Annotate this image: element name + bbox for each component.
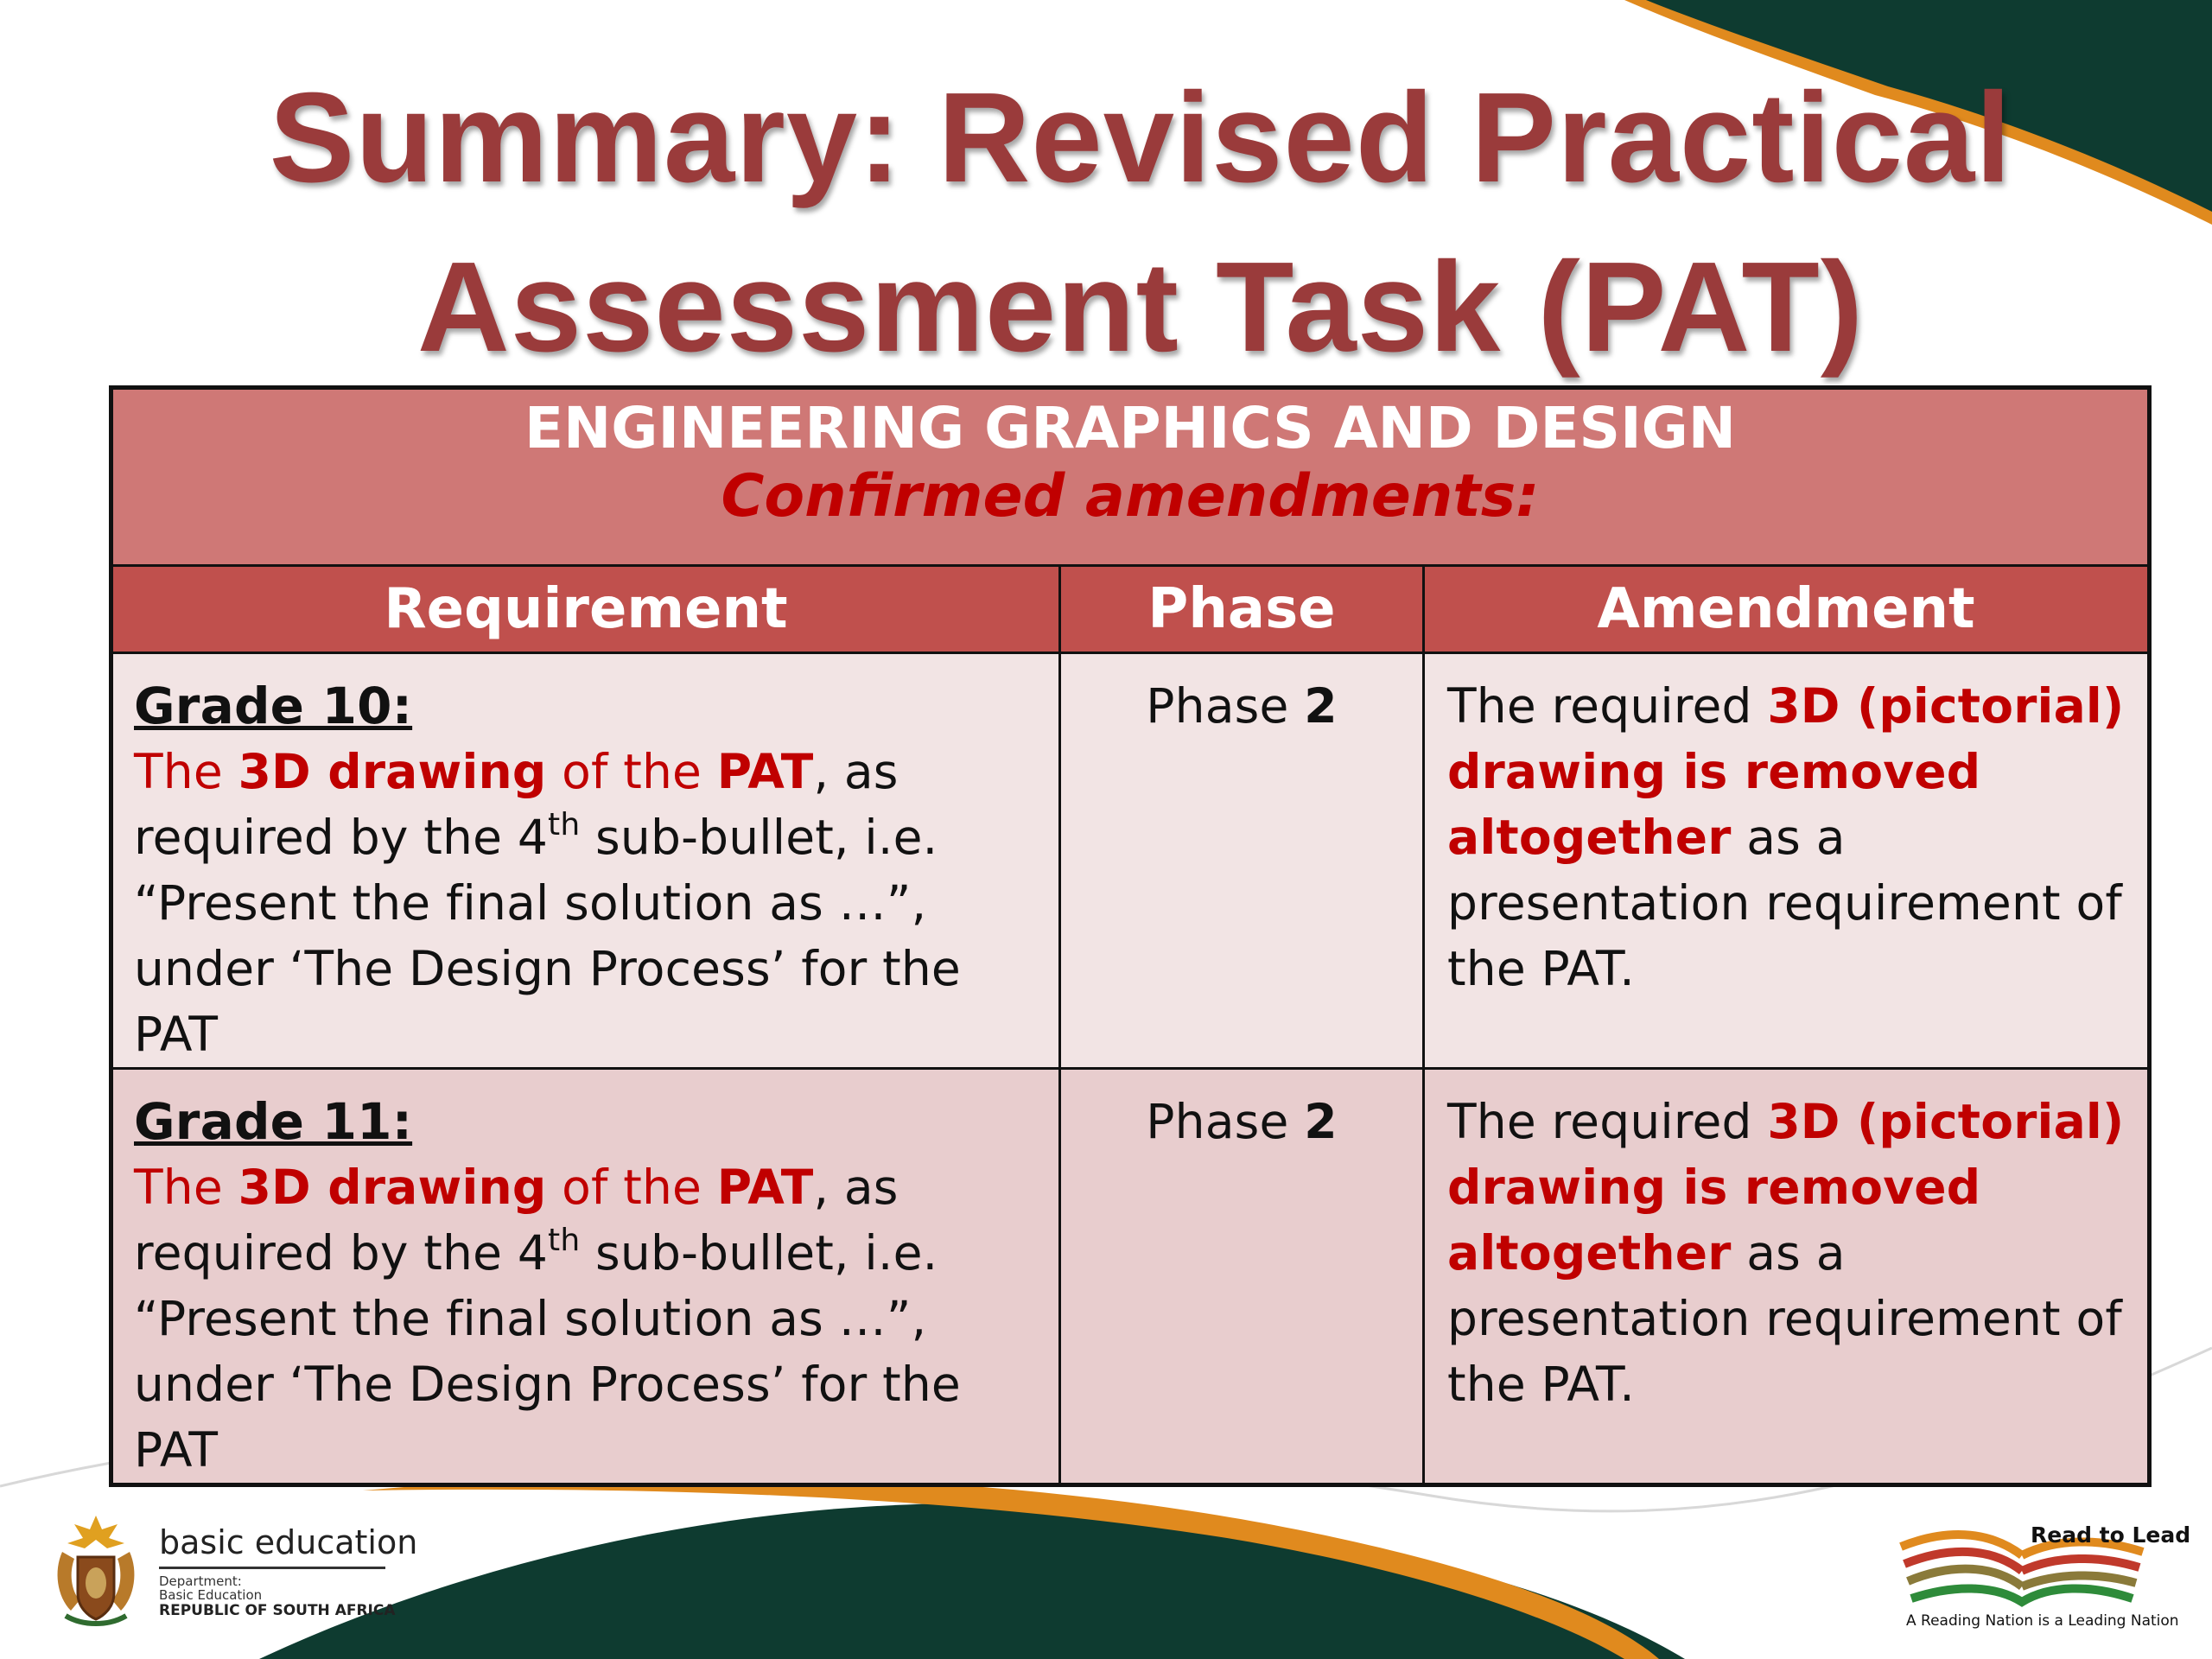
- column-header-amendment: Amendment: [1424, 566, 2150, 653]
- table-row: [111, 1069, 2150, 1485]
- department-name: basic education: [159, 1523, 418, 1561]
- phase-cell: [1060, 1069, 1424, 1485]
- amend-text: as a presentation requirement of the PAT.: [1447, 1225, 2122, 1412]
- logo-divider: [159, 1567, 385, 1569]
- phase-number: 2: [1304, 678, 1338, 734]
- coat-of-arms-icon: [45, 1510, 147, 1630]
- department-line2: Basic Education: [159, 1587, 263, 1603]
- column-header-requirement: Requirement: [111, 566, 1060, 653]
- column-header-row: [111, 566, 2150, 653]
- table-heading-row: [111, 388, 2150, 566]
- table-subheading: Confirmed amendments:: [721, 462, 1540, 531]
- read-to-lead-tagline: A Reading Nation is a Leading Nation: [1906, 1612, 2179, 1630]
- req-text: of the: [546, 1160, 717, 1215]
- req-text: sub-bullet, i.e. “Present the final solution as …”, under ‘The Design Process’ for the PAT: [134, 1225, 961, 1478]
- req-text: , as required by the 4: [134, 1160, 899, 1281]
- req-text: The: [134, 1160, 238, 1215]
- phase-label: Phase: [1146, 1094, 1305, 1149]
- req-3d-drawing: 3D drawing: [238, 744, 547, 799]
- table-heading: ENGINEERING GRAPHICS AND DESIGN: [524, 395, 1737, 461]
- amend-highlight: 3D (pictorial) drawing is removed altogether: [1447, 1094, 2125, 1281]
- table-row: [111, 653, 2150, 1069]
- slide-title-line2: Assessment Task (PAT): [416, 236, 1865, 378]
- amend-text: The required: [1447, 678, 1768, 734]
- req-superscript: th: [548, 1223, 581, 1258]
- requirement-cell: [111, 653, 1060, 1069]
- department-line1: Department:: [159, 1573, 242, 1589]
- req-pat: PAT: [716, 1160, 814, 1215]
- req-text: , as required by the 4: [134, 744, 899, 865]
- req-text: The: [134, 744, 238, 799]
- amend-text: as a presentation requirement of the PAT.: [1447, 810, 2122, 996]
- slide-title-line1: Summary: Revised Practical: [269, 67, 2012, 209]
- phase-number: 2: [1304, 1094, 1338, 1149]
- phase-label: Phase: [1146, 678, 1305, 734]
- grade-label: Grade 10:: [134, 677, 413, 735]
- grade-label: Grade 11:: [134, 1092, 413, 1151]
- amendments-table: [109, 385, 2152, 1487]
- table-heading-cell: [111, 388, 2150, 566]
- amend-highlight: 3D (pictorial) drawing is removed altogether: [1447, 678, 2125, 865]
- amendment-cell: [1424, 653, 2150, 1069]
- req-pat: PAT: [716, 744, 814, 799]
- slide-title: [104, 54, 2177, 392]
- country-name: REPUBLIC OF SOUTH AFRICA: [159, 1602, 396, 1619]
- department-logo: [159, 1523, 417, 1619]
- phase-cell: [1060, 653, 1424, 1069]
- amendment-cell: [1424, 1069, 2150, 1485]
- req-text: of the: [546, 744, 717, 799]
- amend-text: The required: [1447, 1094, 1768, 1149]
- column-header-phase: Phase: [1060, 566, 1424, 653]
- req-text: sub-bullet, i.e. “Present the final solution as …”, under ‘The Design Process’ for the PAT: [134, 810, 961, 1062]
- req-superscript: th: [548, 807, 581, 842]
- requirement-cell: [111, 1069, 1060, 1485]
- read-to-lead-title: Read to Lead: [2031, 1522, 2191, 1548]
- req-3d-drawing: 3D drawing: [238, 1160, 547, 1215]
